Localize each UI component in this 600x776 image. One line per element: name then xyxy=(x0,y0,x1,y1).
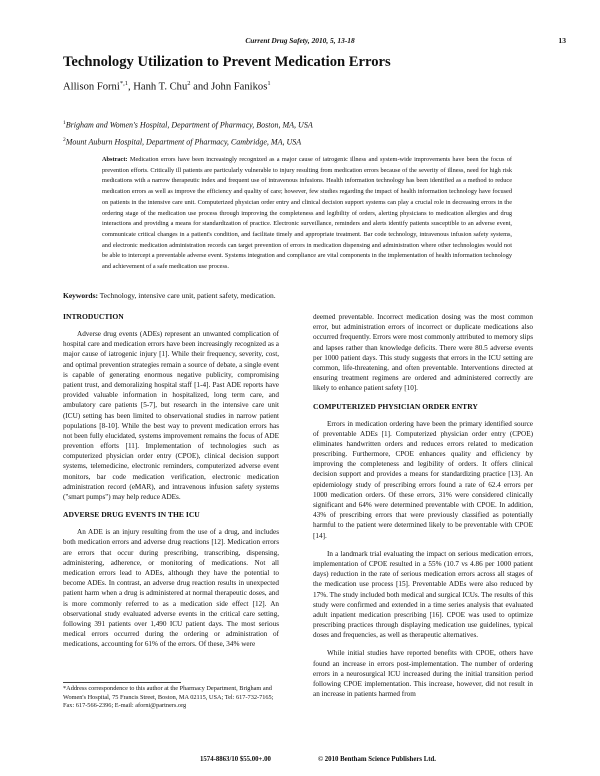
abstract-label: Abstract: xyxy=(102,156,128,163)
affiliation xyxy=(63,120,313,130)
affiliation-text: Mount Auburn Hospital, Department of Pharmacy, Cambridge, MA, USA xyxy=(65,137,302,147)
abstract xyxy=(102,155,512,273)
author-name: John Fanikos xyxy=(211,81,268,93)
author-affil-mark: 1 xyxy=(267,80,271,87)
left-column xyxy=(63,312,279,649)
footnote-divider xyxy=(63,682,181,683)
section-heading-introduction: INTRODUCTION xyxy=(63,312,124,321)
footer-copyright: © 2010 Bentham Science Publishers Ltd. xyxy=(318,756,436,763)
author-name: Allison Forni xyxy=(63,81,120,93)
keywords xyxy=(63,291,543,301)
author-separator: and xyxy=(190,81,212,93)
paragraph: In a landmark trial evaluating the impact on serious medication errors, implementation of CPOE resulted in a 55% (10.7 vs 4.86 per 1000 patient days) reduction in the rate of serious medication errors across all stages of the medication use process [15]. Preventable ADEs were also reduced by 17%. The study included both medical and surgical ICUs. The results of this study were confirmed and extended in a time series analysis that evaluated adult inpatient medication prescribing [16]. CPOE was used to optimize prescribing practices through displaying medication use guidelines, typical doses and frequencies, as well as therapeutic alternatives. xyxy=(313,549,533,640)
author-affil-mark: 2 xyxy=(187,80,191,87)
right-column xyxy=(313,312,533,699)
author-affil-mark: *,1 xyxy=(119,80,128,87)
journal-citation: Current Drug Safety, 2010, 5, 13-18 xyxy=(245,36,355,45)
section-heading-ade-icu: ADVERSE DRUG EVENTS IN THE ICU xyxy=(63,510,200,520)
keywords-text: Technology, intensive care unit, patient safety, medication. xyxy=(98,291,276,300)
keywords-label: Keywords: xyxy=(63,291,98,300)
affiliation-mark: 1 xyxy=(63,120,66,126)
section-heading-cpoe: COMPUTERIZED PHYSICIAN ORDER ENTRY xyxy=(313,401,478,411)
abstract-text: Medication errors have been increasingly recognized as a major cause of iatrogenic illness and system-wide improvements have been the focus of prevention efforts. Critically ill patients are particularly vulnerable to injury resulting from medication errors because of the severity of illness, need for high risk medications with a narrow therapeutic index and frequent use of intravenous infusions. Health information technology has been identified as a method to reduce medication errors as well as improve the efficiency and quality of care; however, few studies regarding the impact of health information technology have focused on patients in the intensive care unit. Computerized physician order entry and clinical decision support systems can play a crucial role in decreasing errors in the ordering stage of the medication use process through improving the completeness and legibility of orders, alerting physicians to medication allergies and drug interactions and providing a means for standardization of practice. Electronic surveillance, reminders and alerts identify patients susceptible to an adverse event, communicate critical changes in a patient's condition, and facilitate timely and appropriate treatment. Bar code technology, intravenous infusion safety systems, and electronic medication administration records can target prevention of errors in medication dispensing and administration where other technologies would not be able to intercept a preventable adverse event. Systems integration and compliance are vital components in the implementation of health information technology and achievement of a safe medication use process. xyxy=(102,156,512,271)
paragraph: An ADE is an injury resulting from the use of a drug, and includes both medication errors and adverse drug reactions [12]. Medication errors are errors that occur during prescribing, transcribing, dispensing, administering, adherence, or monitoring of medications. Not all medication errors lead to ADEs, although they have the potential to become ADEs. In contrast, an adverse drug reaction results in unexpected patient harm when a drug is administered at normal therapeutic doses, and is more commonly referred to as a medication side effect [12]. An observational study evaluated adverse events in the critical care setting, following 391 patients over 1,490 ICU patient days. The most serious medical errors occurred during the ordering or administration of medications, accounting for 61% of the errors. Of these, 34% were xyxy=(63,528,279,649)
affiliation-text: Brigham and Women's Hospital, Department of Pharmacy, Boston, MA, USA xyxy=(65,120,313,130)
affiliation xyxy=(63,137,301,147)
author-separator: , xyxy=(127,81,134,93)
running-header xyxy=(0,36,600,48)
affiliation-mark: 2 xyxy=(63,137,66,143)
correspondence-footnote: *Address correspondence to this author at the Pharmacy Department, Brigham and Women's Hospital, 75 Francis Street, Boston, MA 02115, USA; Tel: 617-732-7165; Fax: 617-566-2396; E-mail: aforni@partners.org xyxy=(63,685,274,710)
paragraph: While initial studies have reported benefits with CPOE, others have found an increase in errors post-implementation. The number of ordering errors in a neurosurgical ICU increased during the initial transition period following CPOE implementation. This increase, however, did not result in an increase in patients harmed from xyxy=(313,649,533,699)
author-list xyxy=(63,80,271,93)
author-name: Hanh T. Chu xyxy=(133,81,188,93)
paragraph: deemed preventable. Incorrect medication dosing was the most common error, but administration errors of incorrect or duplicate medications also occurred frequently. Errors were most commonly attributed to memory slips and lapses rather than knowledge deficits. There were 80.5 adverse events per 1000 patient days. This study suggests that errors in the ICU setting are common, life-threatening, and often preventable. Interventions directed at ensuring treatment regimens are ordered and administered correctly are likely to enhance patient safety [10]. xyxy=(313,313,533,393)
paragraph: Errors in medication ordering have been the primary identified source of preventable ADEs [1]. Computerized physician order entry (CPOE) eliminates handwritten orders and reduces errors related to medication prescribing. Furthermore, CPOE enhances quality and efficiency by improving the completeness and legibility of orders. It offers clinical decision support and provides a means for standardizing practice [13]. An epidemiology study of prescribing errors found a rate of 62.4 errors per 1000 medication orders. Of these errors, 31% were considered clinically significant and 64% were determined preventable with CPOE. In addition, 43% of prescribing errors that were previously classified as potentially harmful to the patient were determined likely to be preventable with CPOE [14]. xyxy=(313,419,533,540)
footer-issn: 1574-8863/10 $55.00+.00 xyxy=(200,756,271,763)
paragraph: Adverse drug events (ADEs) represent an unwanted complication of hospital care and medication errors have been increasingly recognized as a major cause of iatrogenic injury [1]. While their frequency, severity, cost, and optimal prevention strategies remain a source of debate, a single event is capable of generating enormous negative publicity, compromising patient trust, and demoralizing hospital staff [1-4]. Past ADE reports have provided valuable information in hospitalized, long term care, and ambulatory care patients [5-7], but research in the intensive care unit (ICU) setting has been limited to observational studies in narrow patient populations [8-10]. While the best way to prevent medication errors has not been fully elucidated, systems improvement remains the focus of ADE prevention efforts [11]. Implementation of technologies such as computerized physician order entry (CPOE), clinical decision support systems, telemedicine, electronic reminders, computerized adverse event monitors, bar code medication verification, electronic medication administration record (eMAR), and intravenous infusion safety systems ("smart pumps") may help reduce ADEs. xyxy=(63,330,279,501)
article-title: Technology Utilization to Prevent Medication Errors xyxy=(63,54,391,70)
page-number: 13 xyxy=(558,36,566,45)
